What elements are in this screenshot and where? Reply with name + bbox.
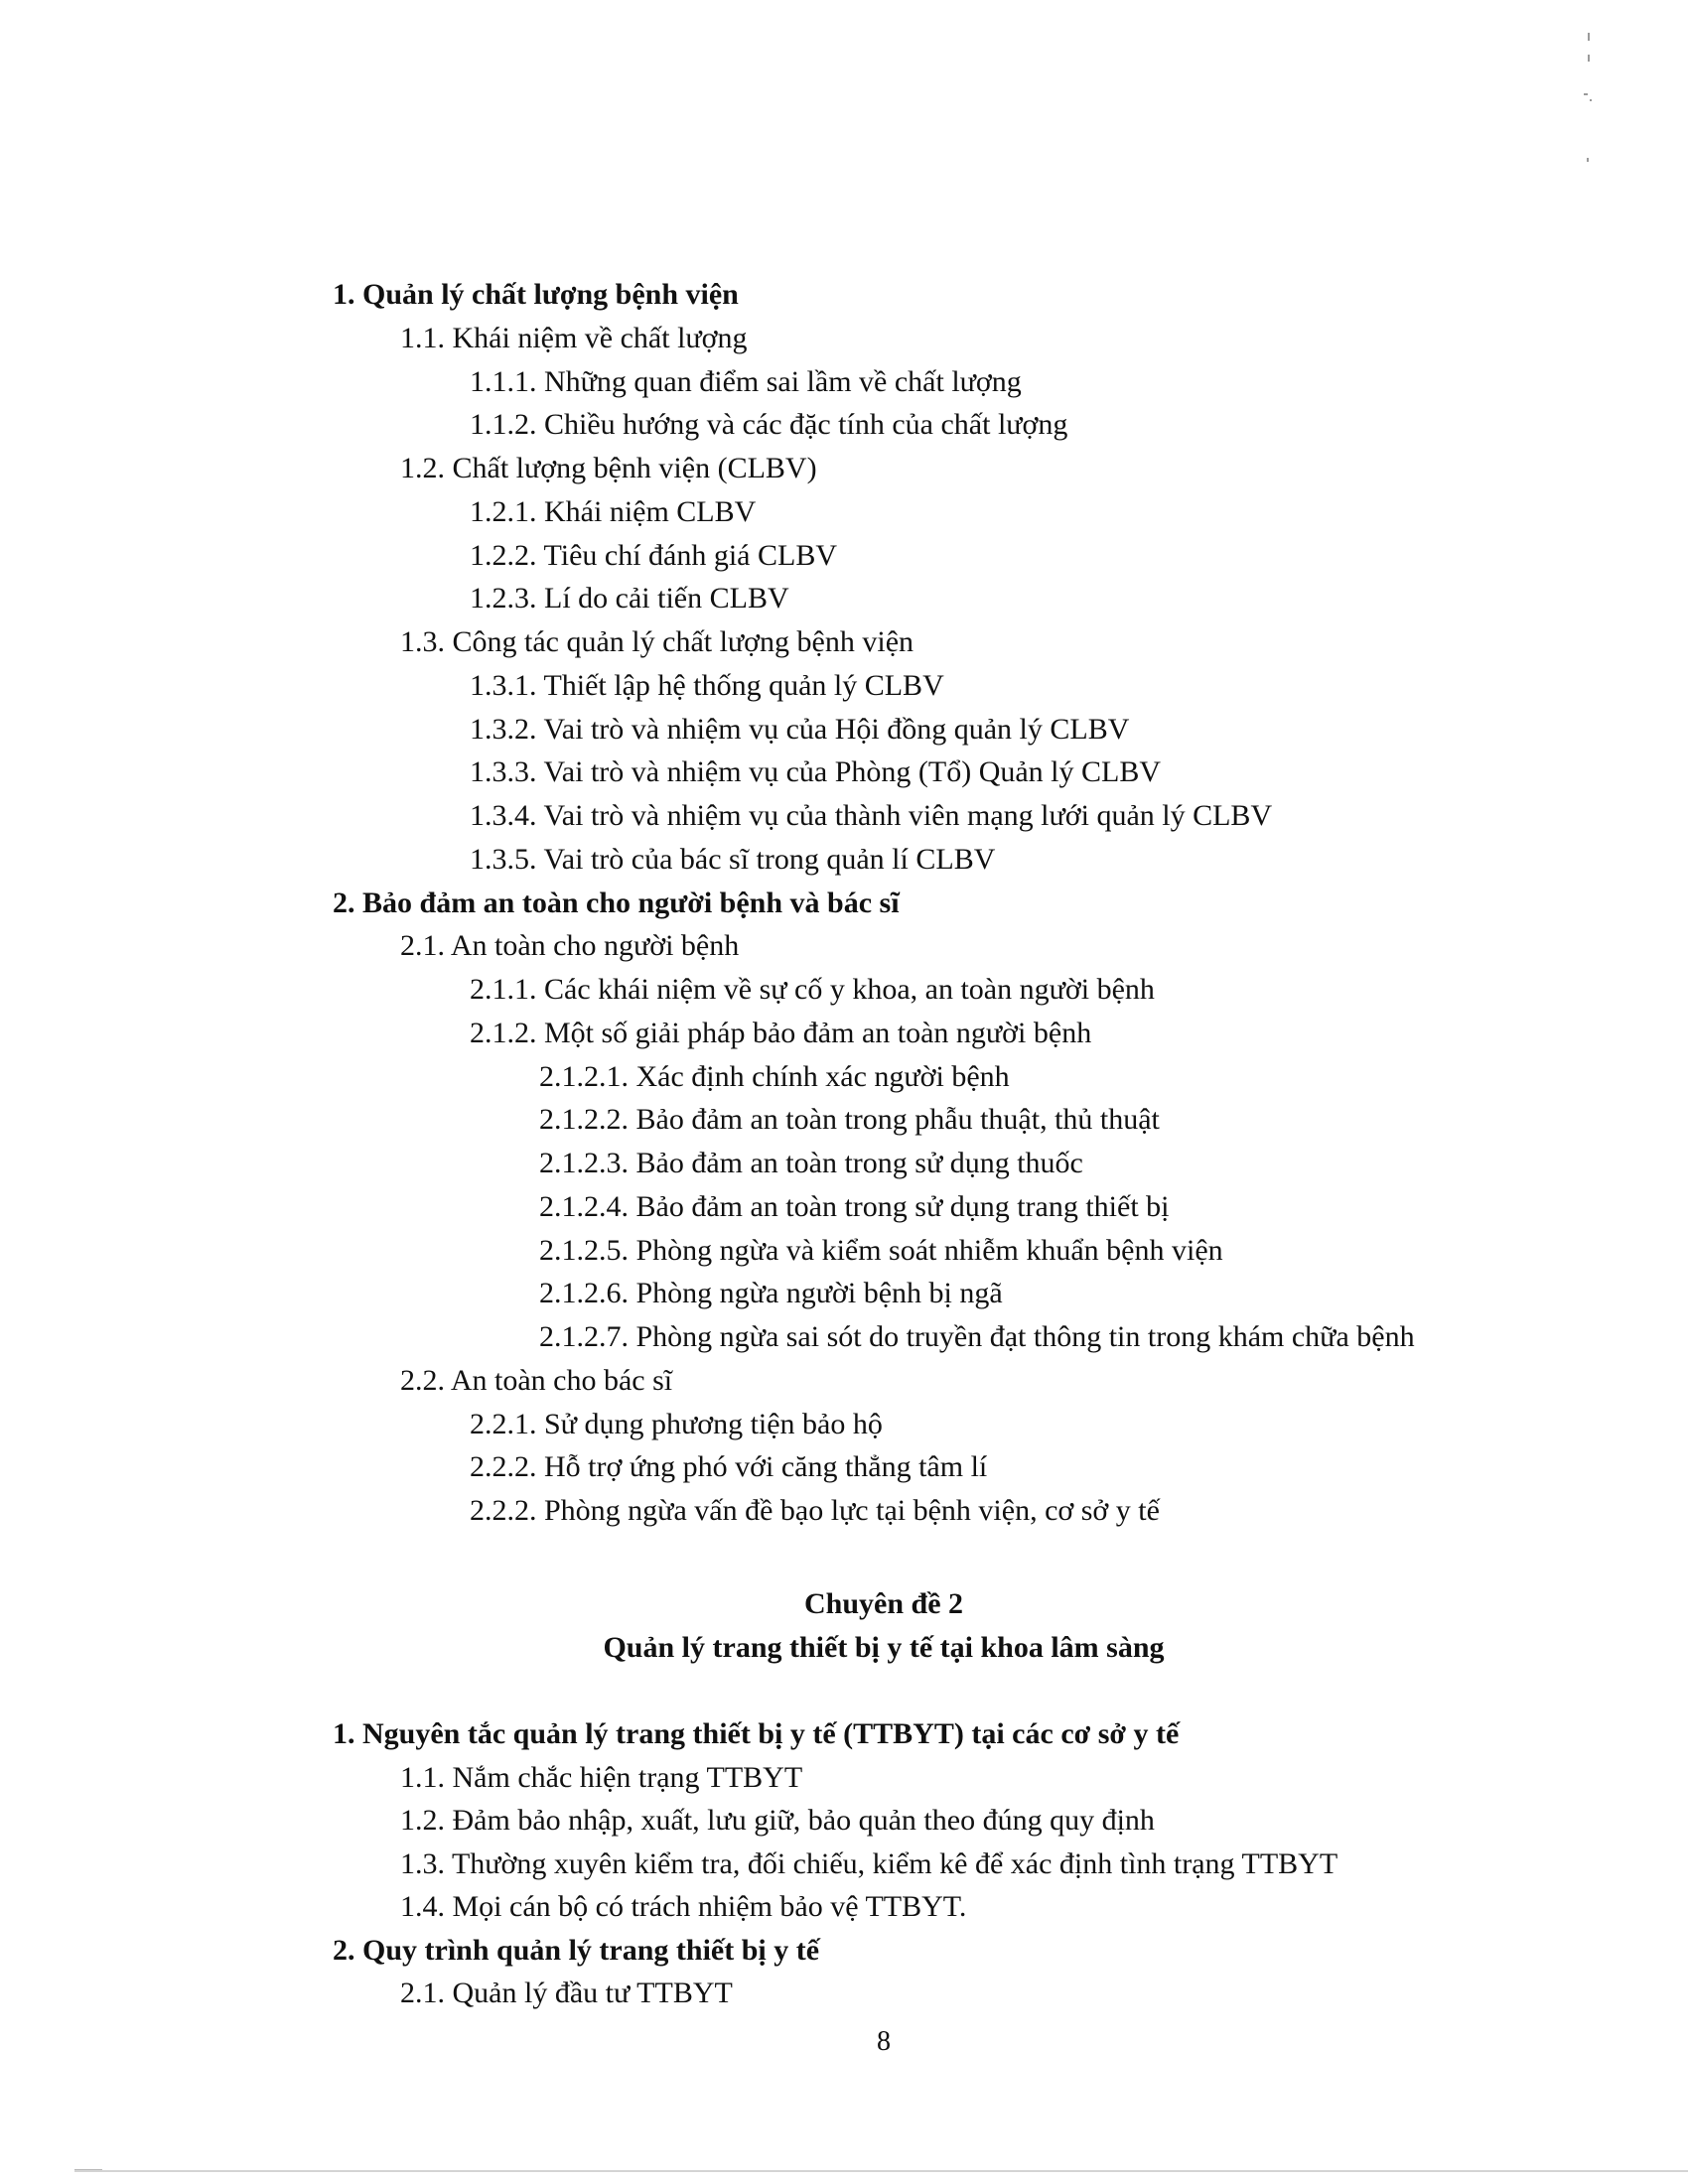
outline-item-level-3: 1.2.1. Khái niệm CLBV xyxy=(470,494,757,528)
outline-item-level-1: 2. Bảo đảm an toàn cho người bệnh và bác sĩ xyxy=(333,886,900,919)
outline-item-level-4: 2.1.2.4. Bảo đảm an toàn trong sử dụng trang thiết bị xyxy=(539,1189,1170,1223)
scan-speck xyxy=(1590,99,1592,101)
scan-speck xyxy=(1588,33,1590,41)
scan-speck xyxy=(1587,158,1589,162)
outline-item-level-3: 1.1.1. Những quan điểm sai lầm về chất lượng xyxy=(470,364,1022,398)
outline-item-level-3: 2.1.2. Một số giải pháp bảo đảm an toàn người bệnh xyxy=(470,1016,1092,1049)
outline-item-level-3: 1.3.1. Thiết lập hệ thống quản lý CLBV xyxy=(470,668,944,702)
page-number: 8 xyxy=(877,2026,891,2057)
outline-item-level-4: 2.1.2.2. Bảo đảm an toàn trong phẫu thuật, thủ thuật xyxy=(539,1103,1160,1137)
outline-item-level-3: 2.2.2. Hỗ trợ ứng phó với căng thẳng tâm lí xyxy=(470,1450,988,1484)
outline-item-level-3: 2.1.1. Các khái niệm về sự cố y khoa, an toàn người bệnh xyxy=(470,973,1155,1006)
scan-speck xyxy=(1584,93,1588,95)
outline-item-level-4: 2.1.2.3. Bảo đảm an toàn trong sử dụng thuốc xyxy=(539,1147,1083,1179)
outline-item-level-2: 1.1. Nắm chắc hiện trạng TTBYT xyxy=(400,1760,803,1794)
outline-item-level-1: 1. Nguyên tắc quản lý trang thiết bị y tế (TTBYT) tại các cơ sở y tế xyxy=(333,1717,1180,1750)
chapter-label: Chuyên đề 2 xyxy=(803,1587,964,1620)
outline-item-level-3: 2.2.1. Sử dụng phương tiện bảo hộ xyxy=(470,1407,883,1440)
outline-item-level-3: 1.3.3. Vai trò và nhiệm vụ của Phòng (Tổ) Quản lý CLBV xyxy=(470,755,1162,789)
outline-item-level-3: 1.3.4. Vai trò và nhiệm vụ của thành viên mạng lưới quản lý CLBV xyxy=(470,799,1273,832)
outline-item-level-3: 2.2.2. Phòng ngừa vấn đề bạo lực tại bệnh viện, cơ sở y tế xyxy=(470,1494,1160,1527)
chapter-title: Quản lý trang thiết bị y tế tại khoa lâm sàng xyxy=(603,1631,1165,1664)
outline-item-level-2: 2.1. An toàn cho người bệnh xyxy=(400,929,740,963)
outline-item-level-2: 1.2. Chất lượng bệnh viện (CLBV) xyxy=(400,452,817,484)
scan-edge-line xyxy=(74,2170,1688,2172)
outline-item-level-2: 2.1. Quản lý đầu tư TTBYT xyxy=(400,1977,733,2009)
outline-item-level-4: 2.1.2.1. Xác định chính xác người bệnh xyxy=(539,1059,1010,1093)
outline-item-level-2: 1.2. Đảm bảo nhập, xuất, lưu giữ, bảo quản theo đúng quy định xyxy=(400,1804,1155,1837)
outline-item-level-4: 2.1.2.7. Phòng ngừa sai sót do truyền đạt thông tin trong khám chữa bệnh xyxy=(539,1320,1415,1353)
outline-item-level-3: 1.1.2. Chiều hướng và các đặc tính của chất lượng xyxy=(470,408,1068,442)
outline-item-level-3: 1.3.5. Vai trò của bác sĩ trong quản lí CLBV xyxy=(470,842,996,876)
outline-item-level-3: 1.2.2. Tiêu chí đánh giá CLBV xyxy=(470,538,838,572)
outline-item-level-1: 1. Quản lý chất lượng bệnh viện xyxy=(333,278,739,311)
outline-item-level-2: 1.3. Thường xuyên kiểm tra, đối chiếu, kiểm kê để xác định tình trạng TTBYT xyxy=(400,1846,1338,1880)
outline-item-level-3: 1.2.3. Lí do cải tiến CLBV xyxy=(470,582,789,615)
scan-speck xyxy=(1588,55,1590,62)
outline-item-level-2: 2.2. An toàn cho bác sĩ xyxy=(400,1363,673,1397)
outline-item-level-1: 2. Quy trình quản lý trang thiết bị y tế xyxy=(333,1933,820,1967)
outline-item-level-4: 2.1.2.6. Phòng ngừa người bệnh bị ngã xyxy=(539,1277,1003,1310)
outline-item-level-3: 1.3.2. Vai trò và nhiệm vụ của Hội đồng quản lý CLBV xyxy=(470,712,1130,746)
outline-item-level-4: 2.1.2.5. Phòng ngừa và kiểm soát nhiễm khuẩn bệnh viện xyxy=(539,1233,1223,1267)
outline-item-level-2: 1.1. Khái niệm về chất lượng xyxy=(400,321,748,354)
outline-item-level-2: 1.4. Mọi cán bộ có trách nhiệm bảo vệ TTBYT. xyxy=(400,1890,967,1923)
outline-item-level-2: 1.3. Công tác quản lý chất lượng bệnh viện xyxy=(400,625,914,658)
